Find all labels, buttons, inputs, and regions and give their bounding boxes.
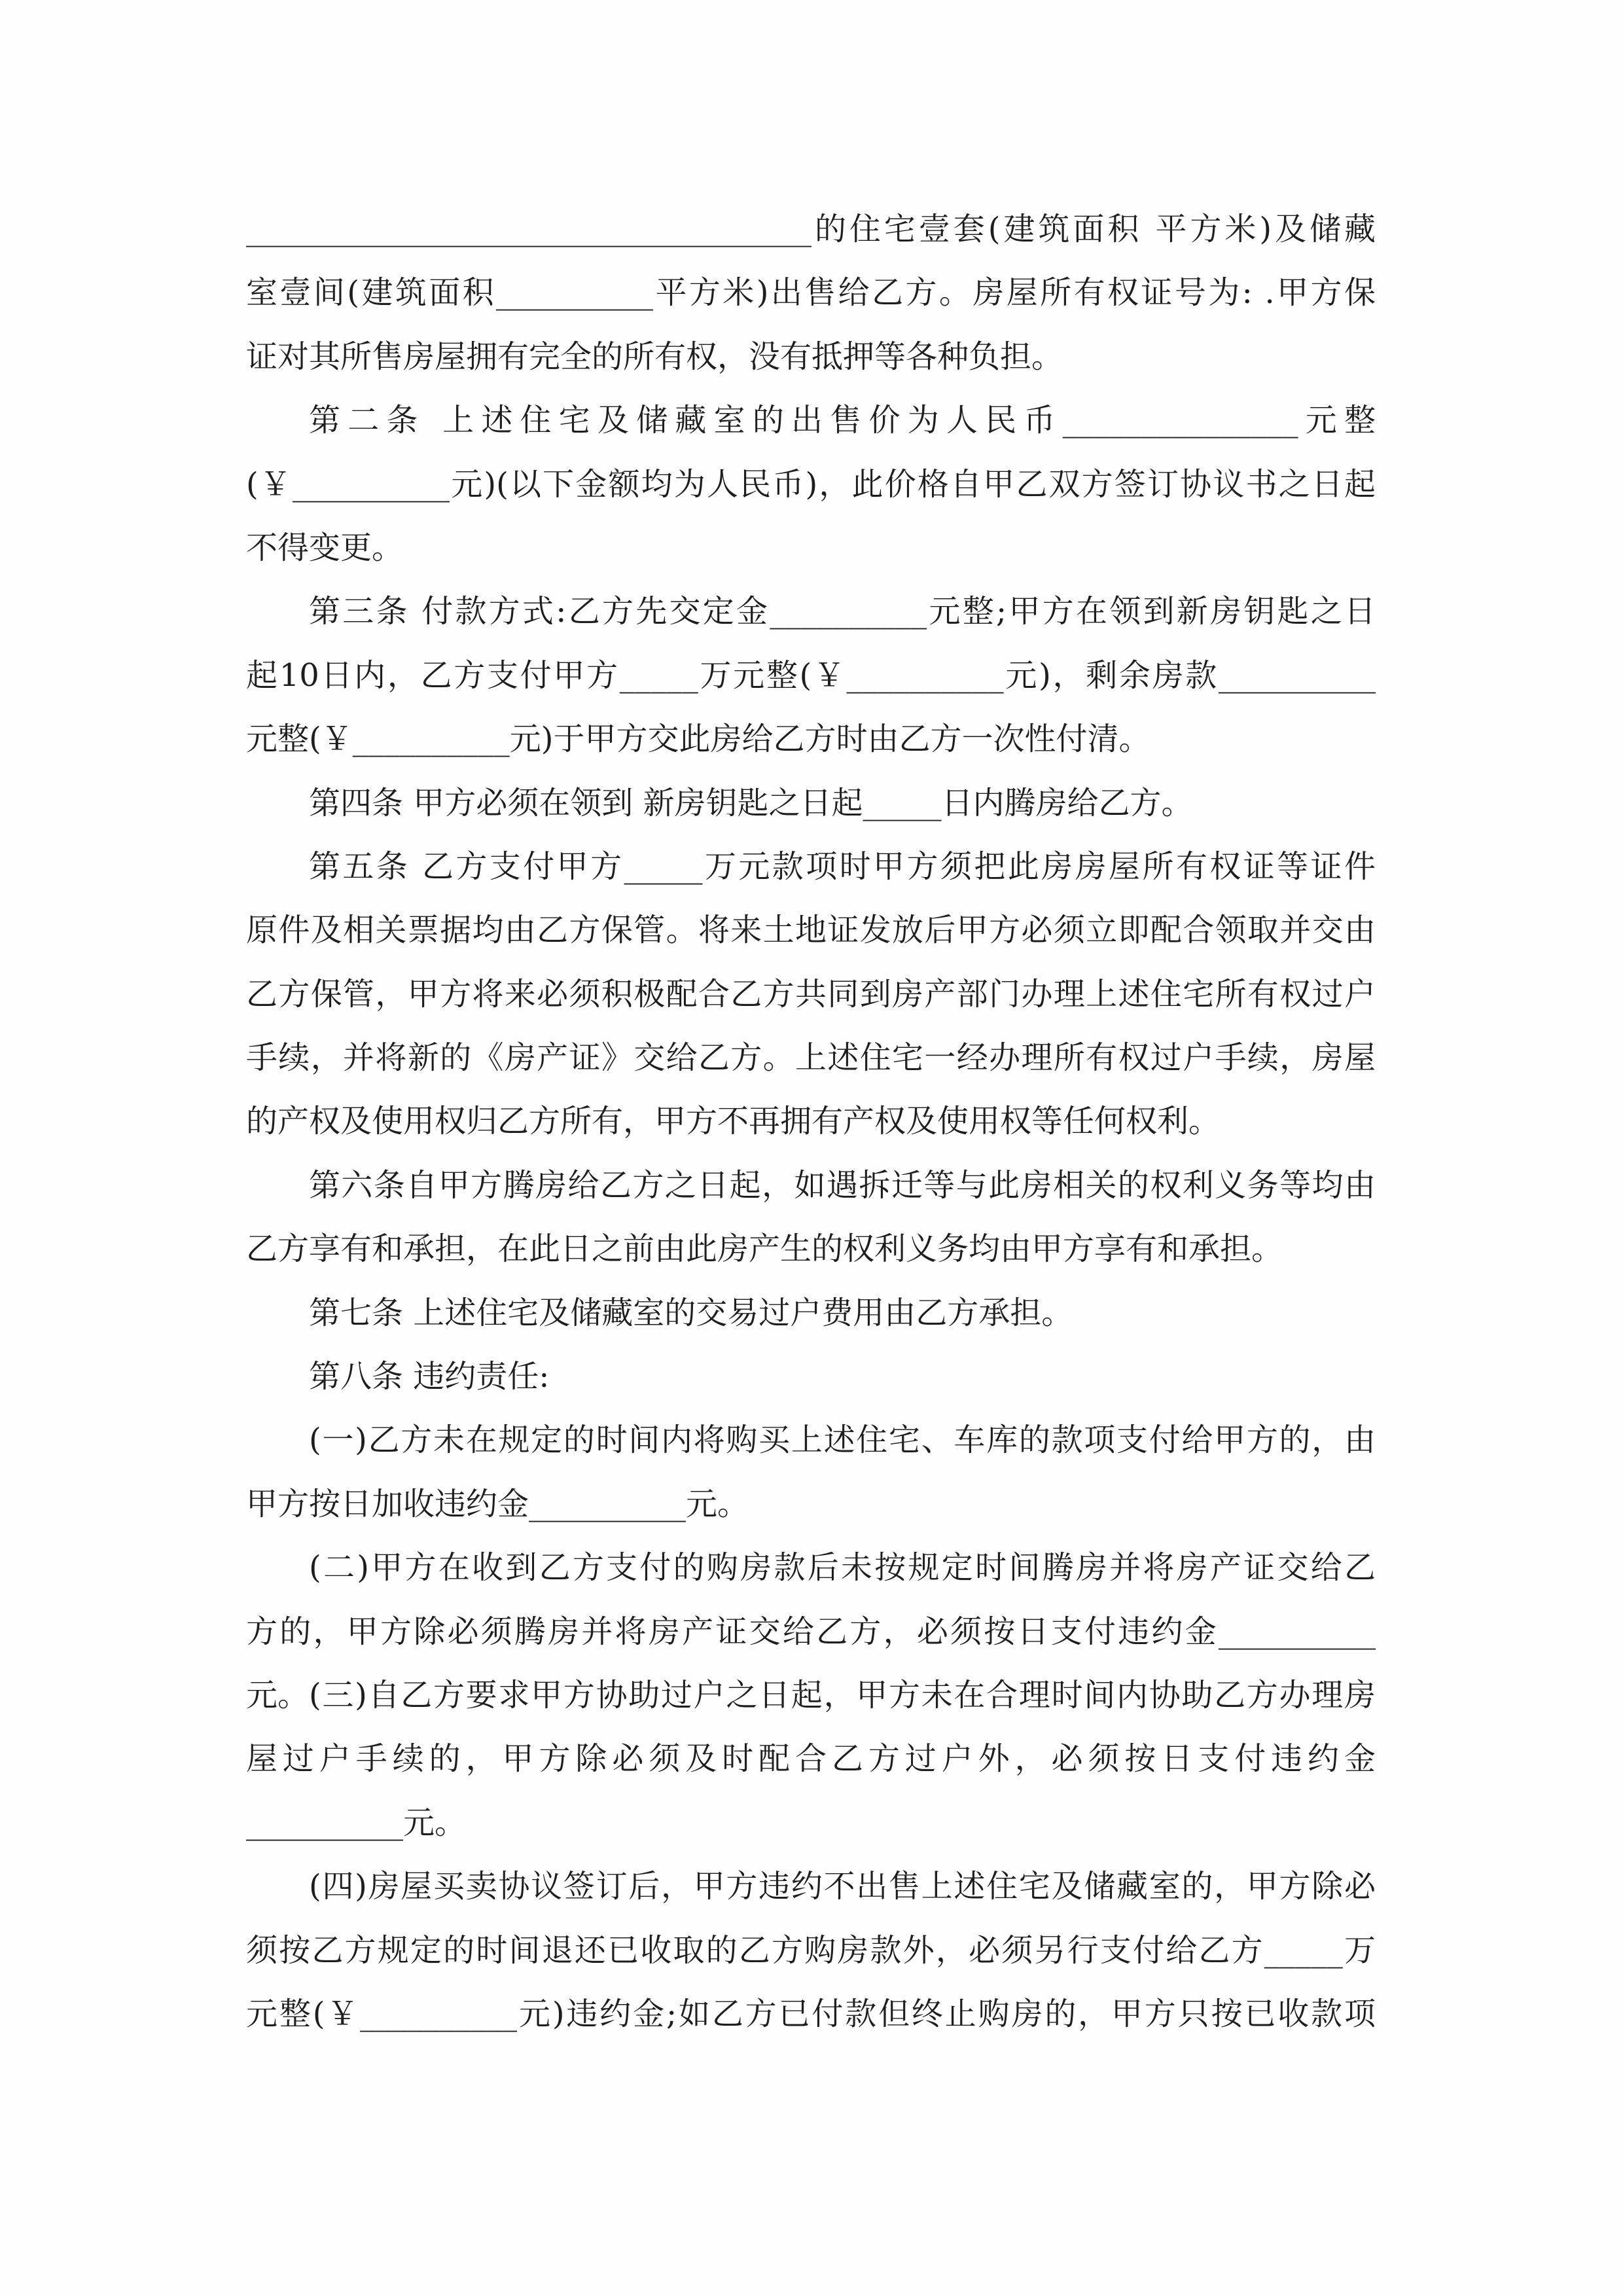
clause-7 — [246, 1282, 1376, 1345]
text-line: 方的，甲方除必须腾房并将房产证交给乙方，必须按日支付违约金__________元。 — [246, 1613, 1376, 1713]
text-line: 第八条 违约责任: — [309, 1358, 550, 1395]
text-line: 第四条 甲方必须在领到 新房钥匙之日起_____日内腾房给乙方。 — [309, 784, 1193, 821]
text-line: 原件及相关票据均由乙方保管。将来土地证发放后甲方必须立即配合领取并交由 — [246, 912, 1376, 949]
text-line: (二)甲方在收到乙方支付的购房款后未按规定时间腾房并将房产证交给乙 — [309, 1549, 1376, 1587]
text-line: 第三条 付款方式:乙方先交定金__________元整;甲方在领到新房钥匙之日 — [309, 593, 1376, 630]
text-line: 的产权及使用权归乙方所有，甲方不再拥有产权及使用权等任何权利。 — [246, 1103, 1221, 1140]
text-line: 证对其所售房屋拥有完全的所有权，没有抵押等各种负担。 — [246, 338, 1063, 375]
text-line: 第六条自甲方腾房给乙方之日起，如遇拆迁等与此房相关的权利义务等均由 — [309, 1166, 1376, 1204]
text-line: 第二条 上述住宅及储藏室的出售价为人民币_______________元整 — [309, 402, 1376, 439]
text-line: (￥__________元)(以下金额均为人民币)，此价格自甲乙双方签订协议书之日起 — [246, 465, 1376, 503]
clause-6 — [246, 1154, 1376, 1282]
text-line: ____________________________________的住宅壹套(建筑面积 平方米)及储藏 — [246, 211, 1376, 247]
clause-2 — [246, 389, 1376, 580]
text-line: (四)房屋买卖协议签订后，甲方违约不出售上述住宅及储藏室的，甲方除必 — [309, 1868, 1376, 1905]
clause-4 — [246, 772, 1376, 835]
text-line: 屋过户手续的，甲方除必须及时配合乙方过户外，必须按日支付违约金 — [246, 1740, 1376, 1778]
clause-continuation — [246, 198, 1376, 389]
text-line: 乙方享有和承担，在此日之前由此房产生的权利义务均由甲方享有和承担。 — [246, 1230, 1283, 1268]
clause-8 — [246, 1345, 1376, 1408]
text-line: __________元。 — [246, 1804, 467, 1841]
clause-3 — [246, 580, 1376, 771]
clause-5 — [246, 835, 1376, 1154]
contract-body — [246, 198, 1376, 2046]
text-line: 须按乙方规定的时间退还已收取的乙方购房款外，必须另行支付给乙方_____万 — [246, 1931, 1376, 1969]
text-line: (一)乙方未在规定的时间内将购买上述住宅、车库的款项支付给甲方的，由 — [309, 1422, 1376, 1459]
text-line: 室壹间(建筑面积__________平方米)出售给乙方。房屋所有权证号为: .甲方保 — [246, 274, 1376, 312]
text-line: 不得变更。 — [246, 529, 404, 566]
text-line: 元整(￥__________元)于甲方交此房给乙方时由乙方一次性付清。 — [246, 721, 1150, 758]
text-line: 起10日内，乙方支付甲方_____万元整(￥__________元)，剩余房款__________ — [246, 656, 1376, 694]
text-line: 第五条 乙方支付甲方_____万元款项时甲方须把此房房屋所有权证等证件 — [309, 848, 1376, 885]
text-line: 甲方按日加收违约金__________元。 — [246, 1485, 749, 1522]
text-line: 元整(￥__________元)违约金;如乙方已付款但终止购房的，甲方只按已收款项 — [246, 1995, 1376, 2032]
clause-8-item-1 — [246, 1408, 1376, 1536]
text-line: 手续，并将新的《房产证》交给乙方。上述住宅一经办理所有权过户手续，房屋 — [246, 1039, 1376, 1077]
text-line: 乙方保管，甲方将来必须积极配合乙方共同到房产部门办理上述住宅所有权过户 — [246, 975, 1376, 1013]
text-line: 第七条 上述住宅及储藏室的交易过户费用由乙方承担。 — [309, 1294, 1073, 1331]
clause-8-item-3 — [246, 1664, 1376, 1855]
text-line: (三)自乙方要求甲方协助过户之日起，甲方未在合理时间内协助乙方办理房 — [309, 1676, 1376, 1713]
clause-8-item-4 — [246, 1855, 1376, 2046]
